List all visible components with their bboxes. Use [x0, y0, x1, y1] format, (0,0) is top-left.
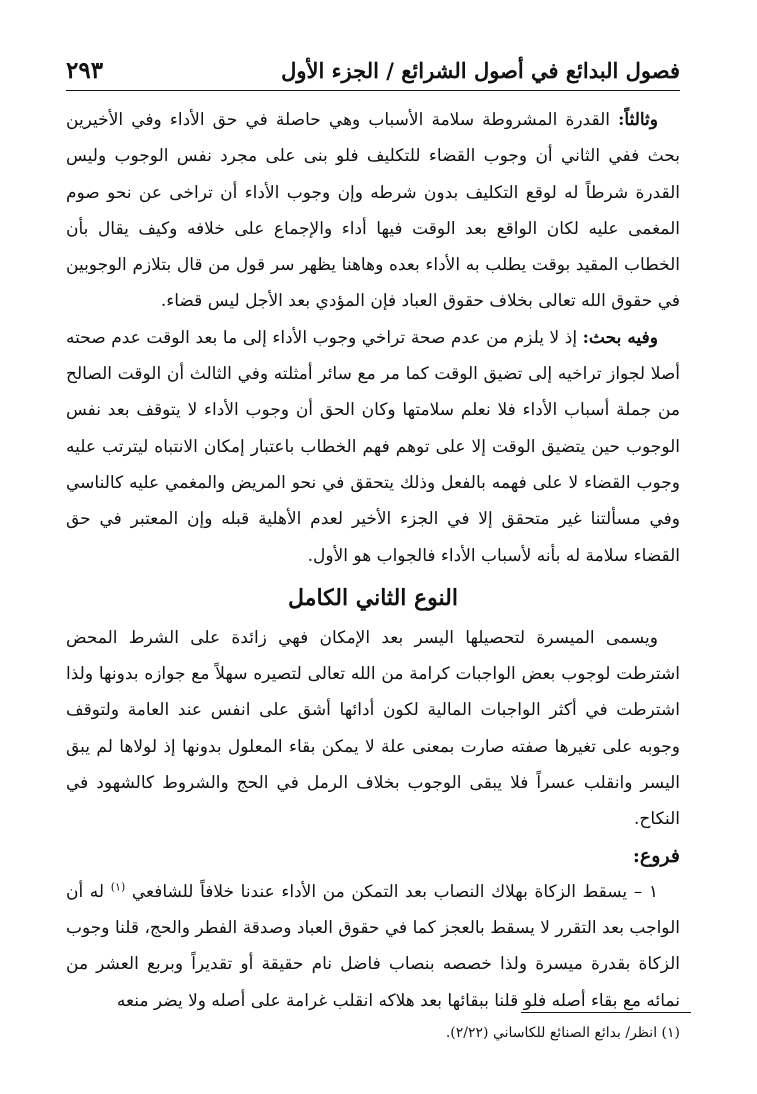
header-rule	[66, 90, 680, 91]
footnote-reference: (١)	[110, 879, 126, 893]
running-title: فصول البدائع في أصول الشرائع / الجزء الأول	[281, 58, 680, 83]
page-header	[66, 42, 680, 86]
paragraph-wa-fihi-bahth	[66, 320, 680, 574]
main-text	[66, 102, 680, 1019]
paragraph-body: القدرة المشروطة سلامة الأسباب وهي حاصلة في حق الأداء وفي الأخيرين بحث ففي الثاني أن وجوب القضاء للتكليف فلو بنى على مجرد نفس الوجوب وليس القدرة شرطاً له لوقع التكليف بدون شرطه وإن وجوب الأداء أن تراخى عن نحو صوم المغمى عليه لكان الواقع بعد الوقت فيها أداء والإجماع على خلافه وكيف يقال بأن الخطاب المقيد بوقت يطلب به الأداء بعده وهاهنا يظهر سر قول من قال بتلازم الوجوبين في حقوق الله تعالى بخلاف حقوق العباد فإن المؤدي بعد الأجل ليس قضاء.	[66, 110, 680, 312]
furu-label: فروع:	[632, 844, 680, 867]
paragraph-thalithan	[66, 102, 680, 320]
furu-item-text-start: ١ – يسقط الزكاة بهلاك النصاب بعد التمكن من الأداء عندنا خلافاً للشافعي	[125, 881, 659, 902]
footnote-rule	[521, 1012, 691, 1013]
page-number: ٢٩٣	[66, 57, 104, 84]
footnote: (١) انظر/ بدائع الصنائع للكاساني (٢/٢٢).	[445, 1025, 680, 1041]
paragraph-lead: وثالثاً:	[618, 110, 658, 130]
furu-item-1	[66, 874, 680, 1019]
paragraph-body: إذ لا يلزم من عدم صحة تراخي وجوب الأداء إلى ما بعد الوقت عدم صحته أصلا لجواز تراخيه إلى تضيق الوقت كما مر مع سائر أمثلته وفي الثالث أن الوقت الصالح من جملة أسباب الأداء فلا نعلم سلامتها وكان الحق أن وجوب الأداء لا يتوقف بعد نفس الوجوب حين يتضيق الوقت إلا على توهم فهم الخطاب باعتبار إمكان الانتباه ليترتب عليه وجوب القضاء لا على فهمه بالفعل وذلك يتحقق في نحو المريض والمغمي عليه كالناسي وفي مسألتنا غير متحقق إلا في الجزء الأخير لعدم الأهلية قبله وإن المعتبر في حق القضاء سلامة له بأنه لأسباب الأداء فالجواب هو الأول.	[66, 327, 680, 566]
paragraph-lead: وفيه بحث:	[582, 327, 658, 348]
section-heading: النوع الثاني الكامل	[288, 584, 458, 611]
paragraph-maysara: ويسمى الميسرة لتحصيلها اليسر بعد الإمكان فهي زائدة على الشرط المحض اشترطت لوجوب بعض الواجبات كرامة من الله تعالى لتصيره سهلاً مع جوازه بدونها ولذا اشترطت في أكثر الواجبات المالية لكون أدائها أشق على انفس عند العامة ولتوقف وجوبه على تغيرها صفته صارت بمعنى علة لا يمكن بقاء المعلول بدونها إذ لولاها لم يبق اليسر وانقلب عسراً فلا يبقى الوجوب بخلاف الرمل في الحج والشروط كالشهود في النكاح.	[66, 627, 680, 830]
furu-item-text-end: له أن الواجب بعد التقرر لا يسقط بالعجز كما في حقوق العباد وصدقة الفطر والحج، قلنا وجوب الزكاة بقدرة ميسرة ولذا خصصه بنصاب فاضل نام حقيقة أو تقديراً وبربع العشر من نمائه مع بقاء أصله فلو قلنا ببقائها بعد هلاكه انقلب غرامة على أصله ولا يضر منعه	[66, 881, 680, 1011]
